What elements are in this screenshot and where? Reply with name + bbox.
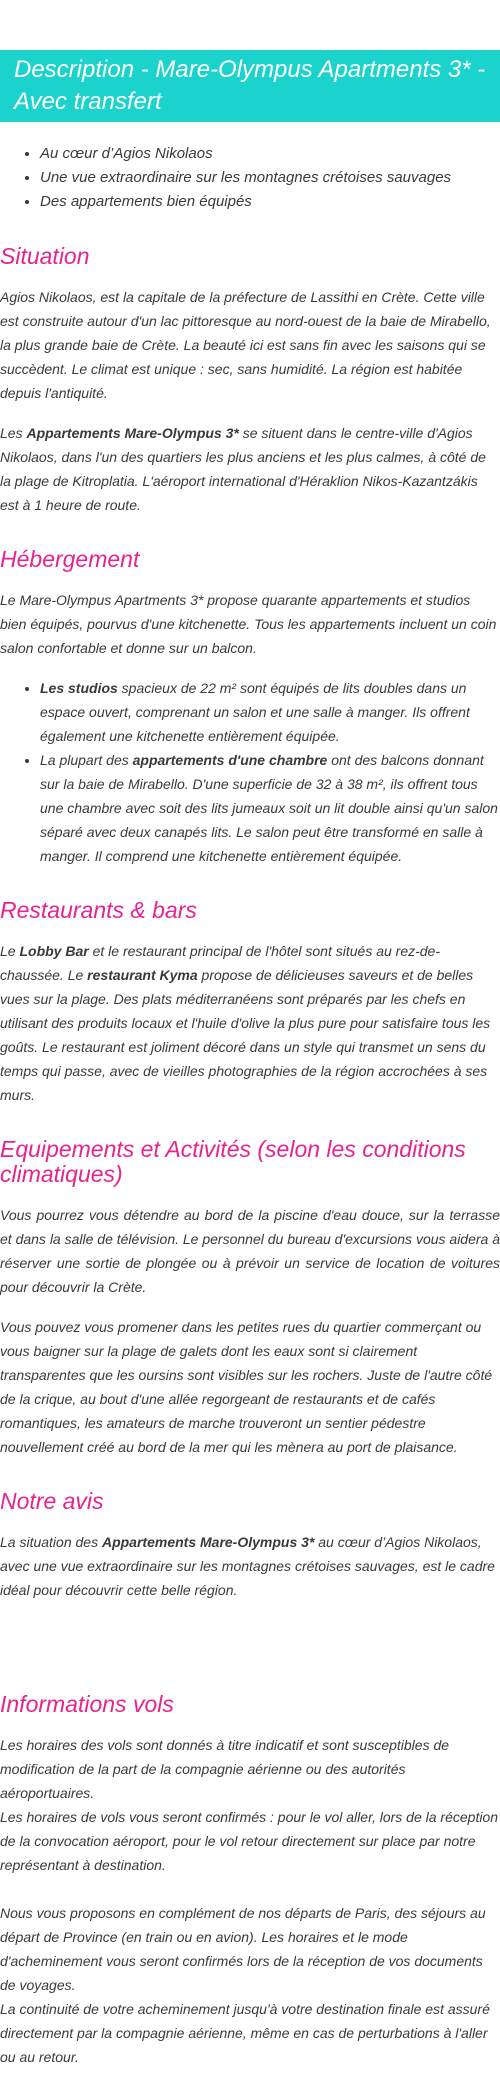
section-heading: Informations vols (0, 1691, 174, 1717)
section-situation (0, 244, 500, 517)
page (0, 50, 500, 2069)
highlight-item: • Des appartements bien équipés (40, 190, 500, 214)
highlights-list (0, 142, 500, 214)
title-bar (0, 50, 500, 122)
page-title: Description - Mare-Olympus Apartments 3* - Avec transfert (14, 56, 486, 115)
section-heading: Equipements et Activités (selon les conditions climatiques) (0, 1136, 466, 1187)
equipements-paragraph-1: Vous pourrez vous détendre au bord de la piscine d'eau douce, sur la terrasse et dans la salle de télévision. Le personnel du bureau d'excursions vous aidera à réserver une sortie de plongée ou à prévoir un service de location de voitures pour découvrir la Crète. (0, 1207, 500, 1295)
section-heading: Hébergement (0, 546, 140, 572)
section-heading: Restaurants & bars (0, 897, 197, 923)
highlight-item: • Une vue extraordinaire sur les montagnes crétoises sauvages (40, 166, 500, 190)
spacer (0, 1602, 500, 1662)
equipements-paragraph-2: Vous pouvez vous promener dans les petites rues du quartier commerçant ou vous baigner sur la plage de galets dont les eaux sont si clairement transparentes que les oursins sont visibles sur les rochers. Juste de l'autre côté de la crique, au bout d'une allée regorgeant de restaurants et de cafés romantiques, les amateurs de marche trouveront un sentier pédestre nouvellement créé au bord de la mer qui les mènera au port de plaisance. (0, 1319, 493, 1455)
section-heading: Notre avis (0, 1488, 104, 1514)
list-item-studios: • Les studios spacieux de 22 m² sont équipés de lits doubles dans un espace ouvert, comprenant un salon et une salle à manger. Ils offrent également une kitchenette entièrement équipée. (40, 676, 500, 748)
situation-paragraph-2: Les Appartements Mare-Olympus 3* se situent dans le centre-ville d'Agios Nikolaos, dans l'un des quartiers les plus anciens et les plus calmes, à côté de la plage de Kitroplatia. L'aéroport international d'Héraklion Nikos-Kazantzákis est à 1 heure de route. (0, 425, 486, 513)
room-types-list (0, 676, 500, 868)
restaurants-paragraph: Le Lobby Bar et le restaurant principal de l'hôtel sont situés au rez-de-chaussée. Le restaurant Kyma propose de délicieuses saveurs et de belles vues sur la plage. Des plats méditerranéens sont préparés par les chefs en utilisant des produits locaux et l'huile d'olive la plus pure pour satisfaire tous les goûts. Le restaurant est joliment décoré dans un style qui transmet un sens du temps qui passe, avec de vieilles photographies de la région accrochées à ses murs. (0, 943, 491, 1103)
section-heading: Situation (0, 243, 90, 269)
vols-paragraph-1: Les horaires des vols sont donnés à titre indicatif et sont susceptibles de modification de la part de la compagnie aérienne ou des autorités aéroportuaires. Les horaires de vols vous seront confirmés : pour le vol aller, lors de la réception de la convocation aéroport, pour le vol retour directement sur place par notre représentant à destination. (0, 1737, 499, 1873)
section-vols (0, 1692, 500, 2069)
vols-paragraph-2: Nous vous proposons en complément de nos départs de Paris, des séjours au départ de Province (en train ou en avion). Les horaires et le mode d'acheminement vous seront confirmés lors de la réception de vos documents de voyages. La continuité de votre acheminement jusqu'à votre destination finale est assuré directement par la compagnie aérienne, même en cas de perturbations à l'aller ou au retour. (0, 1905, 490, 2065)
section-avis (0, 1489, 500, 1602)
hebergement-paragraph: Le Mare-Olympus Apartments 3* propose quarante appartements et studios bien équipés, pourvus d'une kitchenette. Tous les appartements incluent un coin salon confortable et donne sur un balcon. (0, 592, 497, 656)
highlight-item: • Au cœur d’Agios Nikolaos (40, 142, 500, 166)
section-equipements (0, 1137, 500, 1459)
section-restaurants (0, 898, 500, 1107)
section-hebergement (0, 547, 500, 868)
avis-paragraph: La situation des Appartements Mare-Olympus 3* au cœur d’Agios Nikolaos, avec une vue extraordinaire sur les montagnes crétoises sauvages, est le cadre idéal pour découvrir cette belle région. (0, 1534, 495, 1598)
hotel-name-bold: Appartements Mare-Olympus 3* (26, 425, 239, 441)
list-item-apartments: • La plupart des appartements d'une chambre ont des balcons donnant sur la baie de Mirabello. D'une superficie de 32 à 38 m², ils offrent tous une chambre avec soit des lits jumeaux soit un lit double ainsi qu'un salon séparé avec deux canapés lits. Le salon peut être transformé en salle à manger. Il comprend une kitchenette entièrement équipée. (40, 748, 500, 868)
situation-paragraph-1: Agios Nikolaos, est la capitale de la préfecture de Lassithi en Crète. Cette ville est construite autour d'un lac pittoresque au nord-ouest de la baie de Mirabello, la plus grande baie de Crète. La beauté ici est sans fin avec les saisons qui se succèdent. Le climat est unique : sec, sans humidité. La région est habitée depuis l'antiquité. (0, 289, 491, 401)
